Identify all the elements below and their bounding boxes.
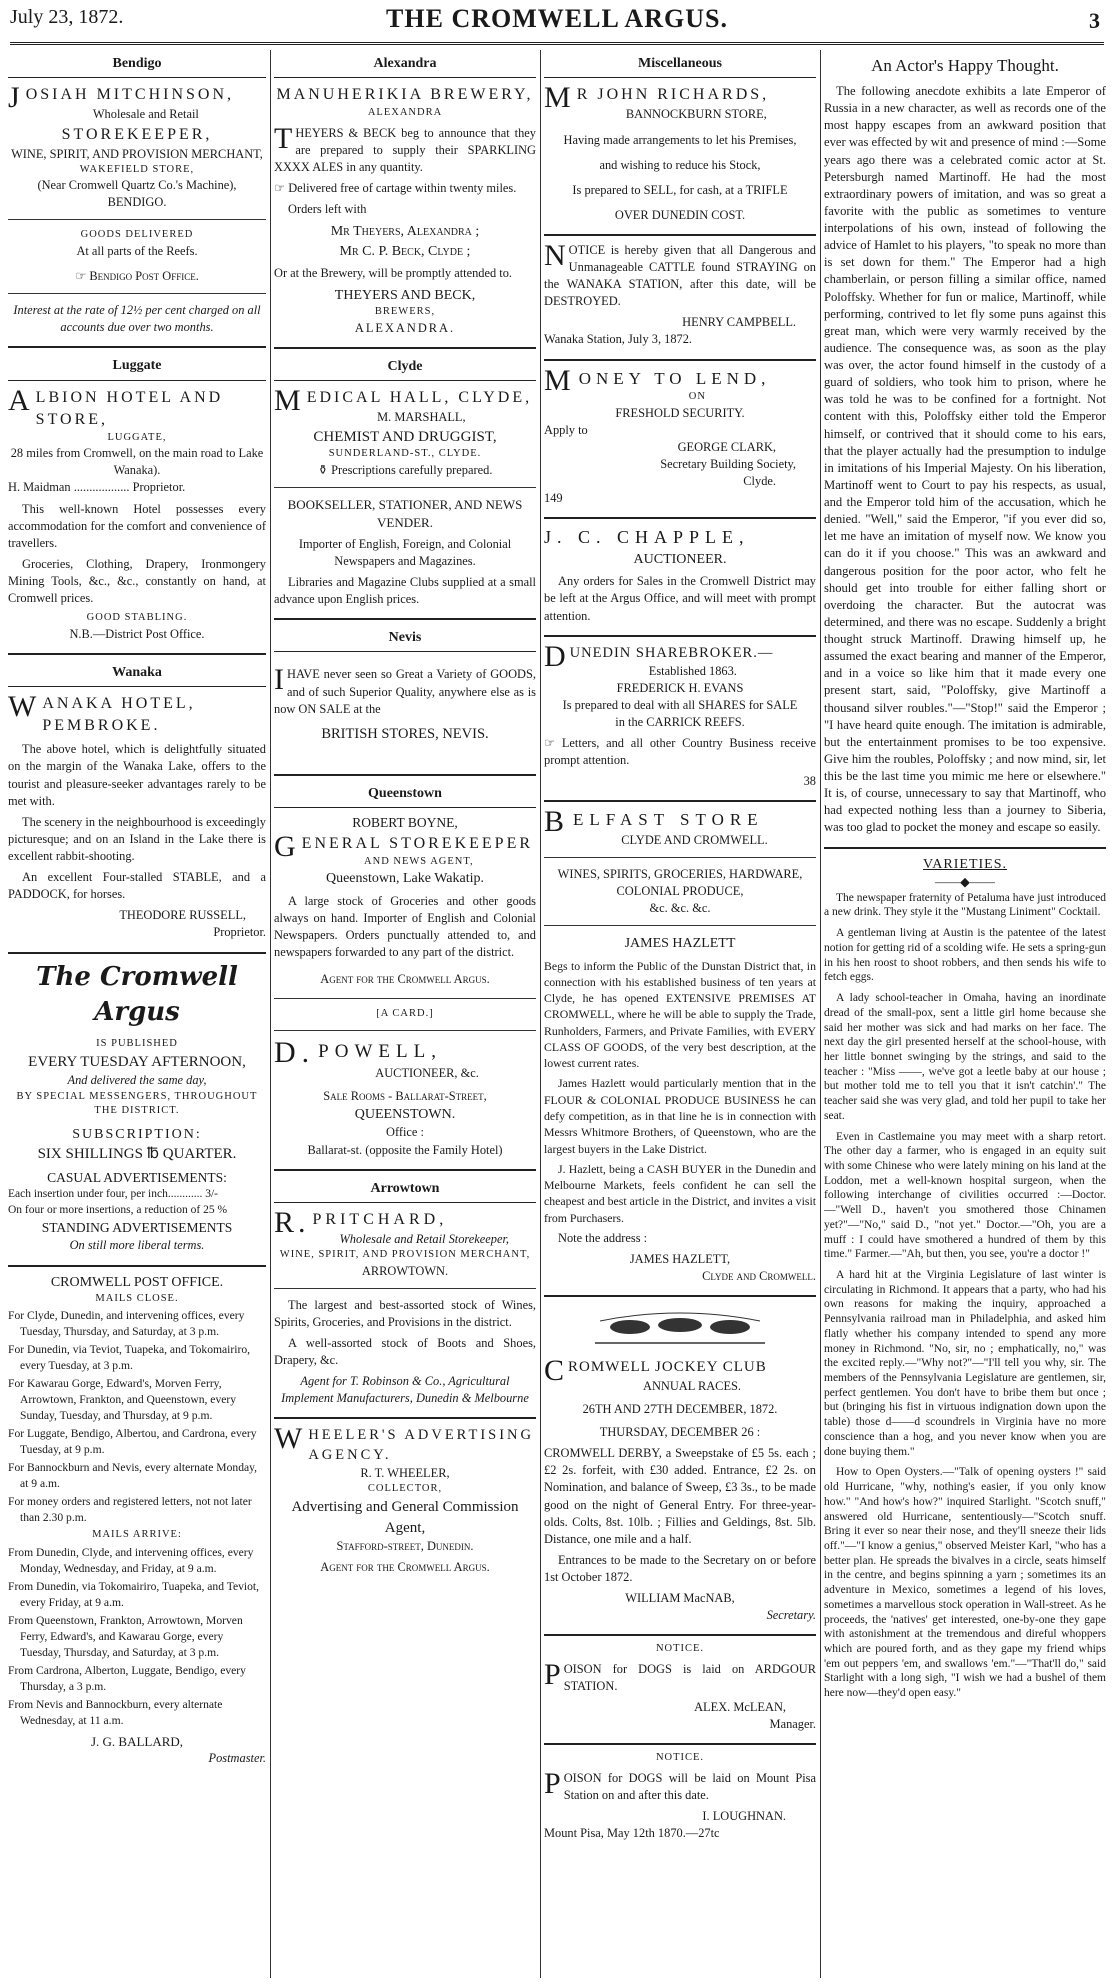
section-heading-arrowtown: Arrowtown	[274, 1177, 536, 1203]
advert-text: A large stock of Groceries and other goods always on hand. Importer of English and Colonial Newspapers. Orders punctually attended to, and newspapers forwarded to any part of the district.	[274, 893, 536, 959]
argus-line: IS PUBLISHED	[96, 1038, 178, 1050]
advert-text: IHAVE never seen so Great a Variety of GOODS, and of such Superior Quality, anywhere else as is now ON SALE at the	[274, 663, 536, 716]
mail-schedule-item: For Dunedin, via Teviot, Tuapeka, and Tokomairiro, every Tuesday, at 3 p.m.	[8, 1343, 251, 1373]
advert-line: AUCTIONEER.	[633, 552, 727, 568]
variety-item: The newspaper fraternity of Petaluma have just introduced a new drink. They style it the "Mustang Liniment" Cocktail.	[824, 891, 1106, 919]
advert-line: Wholesale and Retail Storekeeper,	[339, 1232, 510, 1246]
notice-date: Wanaka Station, July 3, 1872.	[544, 332, 693, 347]
mail-arrival-item: From Nevis and Bannockburn, every alternate Wednesday, at 11 a.m.	[8, 1697, 223, 1727]
advert-line: Mr Theyers, Alexandra ;	[330, 224, 480, 240]
advert-line: GOOD STABLING.	[86, 612, 188, 624]
advert-line: H. Maidman .................. Proprietor.	[8, 480, 186, 495]
mail-arrival-item: From Dunedin, Clyde, and intervening offices, every Monday, Wednesday, and Friday, at 9 a.m.	[8, 1545, 254, 1575]
divider	[274, 487, 536, 488]
section-heading-luggate: Luggate	[8, 354, 266, 380]
mail-arrival-item: From Dunedin, via Tokomairiro, Tuapeka, and Teviot, every Friday, at 9 a.m.	[8, 1579, 260, 1609]
advert-signature: THEODORE RUSSELL,	[119, 908, 246, 923]
ornament-icon: ——◆——	[934, 874, 996, 889]
advert-signature: WILLIAM MacNAB,	[625, 1591, 735, 1606]
pointing-hand-icon: ☞	[75, 268, 87, 283]
section-heading-bendigo: Bendigo	[8, 52, 266, 78]
advert-signature-role: Proprietor.	[213, 925, 266, 940]
advert-signature-role: Secretary.	[766, 1608, 816, 1623]
advert-line: M. MARSHALL,	[377, 410, 466, 425]
advert-text: THEYERS & BECK beg to announce that they are prepared to supply their SPARKLING XXXX ALES in any quantity.	[274, 121, 536, 175]
column-divider	[540, 50, 541, 1978]
advert-text-span: Letters, and all other Country Business receive prompt attention.	[544, 736, 816, 768]
advert-text: Begs to inform the Public of the Dunstan District that, in connection with his established business of ten years at Clyde, he has opened EXTENSIVE PREMISES AT CROMWELL, where he will be able to supply the Trade, Runholders, Farmers, and Private Families, with EVERY CLASS OF GOODS, of the very best description, at the lowest current rates.	[544, 958, 816, 1071]
argus-line: CASUAL ADVERTISEMENTS:	[47, 1169, 227, 1185]
advert-line: CLYDE AND CROMWELL.	[621, 832, 768, 847]
advert-text: The above hotel, which is delightfully situated on the margin of the Wanaka Lake, offers to the tourist and pleasure-seeker advantages rarely to be met with.	[8, 742, 266, 808]
section-heading-wanaka: Wanaka	[8, 661, 266, 687]
advert-line: in the CARRICK REEFS.	[615, 714, 745, 729]
variety-item: A hard hit at the Virginia Legislature of last winter is circulating in Richmond. It appears that a party, who had his own reasons for making the inquiry, approached a Pennsylvania railroad man in Philadelphia, and asked him flatly whether his company intended to spend any more money in Richmond. "No, sir, no ; emphatically, no," was the excited reply.—"Why not?"—"I'll tell you why, sir. The members of the Pennsylvania Legislature are gentlemen, sir, perfect gentlemen. You don't have to bribe them but once ; but (bringing his fist in virtuous indignation down upon the table) those d——d scoundrels in Virginia have no more conscience than a hog, and you never know when you are done buying them."	[824, 1269, 1106, 1458]
advert-line: 26TH AND 27TH DECEMBER, 1872.	[582, 1402, 778, 1416]
newspaper-title: THE CROMWELL ARGUS.	[386, 4, 728, 33]
pointing-hand-icon: ☞	[544, 736, 556, 751]
mail-schedule-item: For Bannockburn and Nevis, every alternate Monday, at 9 a.m.	[8, 1461, 258, 1491]
divider	[274, 998, 536, 999]
advert-line: COLLECTOR,	[367, 1483, 443, 1495]
advert-line: LUGGATE,	[107, 431, 167, 443]
advert-line: WAKEFIELD STORE,	[79, 163, 195, 175]
divider	[274, 1169, 536, 1171]
advert-line: FREDERICK H. EVANS	[616, 680, 744, 695]
divider	[8, 952, 266, 954]
advert-line: Wholesale and Retail	[92, 107, 199, 122]
divider	[544, 857, 816, 858]
advert-line: BANNOCKBURN STORE,	[625, 107, 767, 122]
argus-line: Each insertion under four, per inch............ 3/-	[8, 1188, 218, 1201]
advert-line: Clyde.	[743, 473, 776, 488]
notice-signature: ALEX. McLEAN,	[694, 1700, 786, 1715]
postmaster-role: Postmaster.	[208, 1751, 266, 1766]
advert-signature-role: Clyde and Cromwell.	[702, 1269, 816, 1284]
divider	[274, 1030, 536, 1031]
advert-text: J. Hazlett, being a CASH BUYER in the Dunedin and Melbourne Markets, feels confident he can sell the cheapest and best article in the District, and invites a visit from Purchasers.	[544, 1161, 816, 1225]
advert-text: Agent for T. Robinson & Co., Agricultural Implement Manufacturers, Dunedin & Melbourne	[281, 1374, 529, 1406]
divider	[544, 517, 816, 519]
advert-line: (Near Cromwell Quartz Co.'s Machine),	[37, 178, 237, 193]
advert-line: ALEXANDRA	[367, 107, 443, 119]
advert-line: AND NEWS AGENT,	[364, 855, 474, 867]
advert-name: JOSIAH MITCHINSON,	[8, 81, 235, 115]
divider	[544, 359, 816, 361]
argus-title: The Cromwell Argus	[36, 961, 238, 1028]
advert-text: Note the address :	[558, 1230, 648, 1245]
advert-line: QUEENSTOWN.	[354, 1107, 456, 1123]
divider	[274, 1288, 536, 1289]
divider	[544, 1634, 816, 1636]
advert-name: R.PRITCHARD,	[274, 1205, 448, 1239]
divider	[544, 1295, 816, 1297]
column-divider	[270, 50, 271, 1978]
advert-line: Having made arrangements to let his Premises,	[563, 132, 797, 147]
page-number: 3	[1089, 8, 1100, 33]
divider	[274, 618, 536, 620]
pointing-hand-icon: ☞	[274, 181, 286, 196]
advert-line: SUNDERLAND-ST., CLYDE.	[328, 448, 482, 460]
advert-line	[8, 268, 266, 285]
notice-signature: HENRY CAMPBELL.	[682, 315, 796, 330]
advert-signature: THEYERS AND BECK,	[334, 288, 476, 304]
advert-line: OVER DUNEDIN COST.	[614, 207, 746, 222]
advert-line: BRITISH STORES, NEVIS.	[321, 725, 489, 742]
advert-number: 149	[544, 491, 563, 506]
advert-line: &c. &c. &c.	[649, 901, 711, 916]
divider	[274, 774, 536, 776]
advert-name: ALBION HOTEL AND STORE,	[8, 383, 224, 428]
advert-line: ARROWTOWN.	[361, 1263, 449, 1278]
divider	[8, 346, 266, 348]
advert-number: 38	[803, 774, 816, 789]
divider	[8, 219, 266, 220]
section-heading-miscellaneous: Miscellaneous	[544, 52, 816, 78]
advert-line: and wishing to reduce his Stock,	[599, 157, 761, 172]
advert-line: Advertising and General Commission Agent,	[291, 1498, 519, 1536]
mail-arrival-item: From Cardrona, Alberton, Luggate, Bendigo, every Thursday, a 3 p.m.	[8, 1663, 246, 1693]
advert-name: J. C. CHAPPLE,	[544, 527, 750, 548]
advert-text-span: Prescriptions carefully prepared.	[331, 462, 493, 477]
divider	[544, 800, 816, 802]
advert-line: N.B.—District Post Office.	[69, 626, 205, 641]
divider	[8, 653, 266, 655]
variety-item: A gentleman living at Austin is the patentee of the latest notion for getting rid of a scolding wife. He sets a spring-gun in his hen roost to shoot robbers, and then sends his wife to fetch eggs.	[824, 927, 1106, 984]
advert-text: Bendigo Post Office.	[89, 268, 199, 283]
advert-line: ALEXANDRA.	[354, 320, 456, 335]
advert-line: BOOKSELLER, STATIONER, AND NEWS VENDER.	[287, 496, 523, 530]
varieties-heading: VARIETIES.	[922, 856, 1008, 872]
section-heading-nevis: Nevis	[274, 626, 536, 652]
advert-line: GOODS DELIVERED	[80, 229, 194, 241]
mail-schedule-item: For Kawarau Gorge, Edward's, Morven Ferry, Arrowtown, Frankton, and Queenstown, every Sunday, Tuesday, and Thursday, at 9 p.m.	[8, 1377, 237, 1423]
advert-line: 28 miles from Cromwell, on the main road to Lake Wanaka).	[10, 446, 264, 478]
advert-line: STOREKEEPER,	[61, 125, 213, 143]
notice-heading: NOTICE.	[655, 1752, 705, 1764]
argus-line: And delivered the same day,	[67, 1073, 207, 1088]
advert-text: Groceries, Clothing, Drapery, Ironmongery Mining Tools, &c., &c., constantly on hand, at Cromwell prices.	[8, 556, 266, 606]
advert-line: BREWERS,	[374, 306, 436, 318]
racing-horses-icon	[590, 1303, 770, 1351]
column-4	[824, 50, 1106, 1978]
advert-line: Established 1863.	[648, 663, 737, 678]
section-heading-clyde: Clyde	[274, 355, 536, 381]
argus-line: On four or more insertions, a reduction of 25 %	[8, 1204, 228, 1216]
advert-name: D.POWELL,	[274, 1035, 442, 1069]
advert-line: ROBERT BOYNE,	[352, 815, 458, 831]
notice-text: POISON for DOGS is laid on ARDGOUR STATION.	[544, 1657, 816, 1693]
notice-text: NOTICE is hereby given that all Dangerous and Unmanageable CATTLE found STRAYING on the WANAKA STATION, after this date, will be DESTROYED.	[544, 238, 816, 309]
mails-close-heading: MAILS CLOSE.	[95, 1292, 179, 1304]
postmaster-signature: J. G. BALLARD,	[90, 1733, 184, 1749]
advert-line: CHEMIST AND DRUGGIST,	[313, 428, 497, 445]
mail-schedule-item: For Luggate, Bendigo, Albertou, and Cardrona, every Tuesday, at 9 p.m.	[8, 1427, 257, 1457]
variety-item: Even in Castlemaine you may meet with a sharp retort. The other day a farmer, who is engaged in an equity suit with some Chinese who were lately mining on his land at the Loddon, met a well-known hospital surgeon, when the following interchange of civilities occurred :—Doctor.—"Well D., haven't you smothered those Chinamen yet?"—"No," said D., "not yet." Doctor.—"Oh, you are a muff : I could have smothered a hundred of them by this time." Farmer.—"Ah, but then, you see, you're a doctor !"	[824, 1130, 1106, 1261]
mail-schedule-item: For money orders and registered letters, not not later than 2.30 p.m.	[8, 1495, 252, 1525]
advert-name: WHEELER'S ADVERTISING AGENCY.	[274, 1422, 534, 1464]
advert-line: BENDIGO.	[107, 195, 167, 210]
advert-line: ON	[688, 391, 706, 403]
advert-line: Stafford-street, Dunedin.	[336, 1539, 474, 1554]
column-1	[8, 50, 266, 1978]
advert-name: MR JOHN RICHARDS,	[544, 81, 770, 115]
advert-name: MEDICAL HALL, CLYDE,	[274, 384, 533, 418]
notice-date: Mount Pisa, May 12th 1870.—27tc	[544, 1826, 720, 1841]
advert-name: CROMWELL JOCKEY CLUB	[544, 1354, 767, 1388]
argus-line: STANDING ADVERTISEMENTS	[41, 1219, 233, 1235]
advert-line: [A CARD.]	[376, 1008, 434, 1020]
advert-line: Agent for the Cromwell Argus.	[320, 1560, 490, 1575]
advert-name: GENERAL STOREKEEPER	[274, 829, 534, 863]
divider	[544, 635, 816, 637]
advert-name: MONEY TO LEND,	[544, 363, 771, 397]
argus-line: BY SPECIAL MESSENGERS, THROUGHOUT THE DISTRICT.	[16, 1090, 258, 1117]
divider	[544, 234, 816, 236]
divider	[8, 1265, 266, 1267]
advert-text: The largest and best-assorted stock of Wines, Spirits, Groceries, and Provisions in the district.	[274, 1297, 536, 1329]
variety-item: How to Open Oysters.—"Talk of opening oysters !" said old Hurricane, "why, nothing's easier, if you only know how." "And how's how?" inquired Starlight. "Scotch snuff," answered old Hurricane, sententiously—"Scotch snuff. Bring it ever so near their nose, and they'll sneeze their lids off."—"I know a genius," observed Meister Karl, "who has a better plan. He spreads the bivalves in a circle, seats himself in the centre, and begins spinning a yarn ; sometimes its an adventure in Mexico, sometimes a legend of his loves, sometimes a marvellous stock operation in Wall-street. As he proceeds, the 'natives' get interested, one-by-one they gape with astonishment at the tremendous and direful whoppers which are poured forth, and as they gape my friend whips 'em out peppers 'em, and swallows 'em."—"That'll do," said Starlight with a long sigh, "I wish we had a bushel of them here now—they'd open easy."	[824, 1466, 1106, 1700]
advert-line: AUCTIONEER, &c.	[375, 1065, 479, 1080]
advert-text: Importer of English, Foreign, and Colonial Newspapers and Magazines.	[298, 536, 512, 568]
advert-note: Interest at the rate of 12½ per cent charged on all accounts due over two months.	[13, 303, 261, 335]
advert-line: Apply to	[544, 422, 588, 437]
advert-line: Ballarat-st. (opposite the Family Hotel)	[307, 1142, 503, 1157]
advert-line: JAMES HAZLETT	[624, 936, 736, 952]
advert-line: At all parts of the Reefs.	[76, 243, 198, 258]
notice-heading: NOTICE.	[655, 1643, 705, 1655]
advert-line: ANNUAL RACES.	[643, 1378, 741, 1393]
advert-line: Is prepared to deal with all SHARES for SALE	[562, 697, 798, 712]
section-heading-alexandra: Alexandra	[274, 52, 536, 78]
advert-text: Orders left with	[288, 202, 367, 217]
advert-text: Any orders for Sales in the Cromwell District may be left at the Argus Office, and will meet with prompt attention.	[544, 574, 816, 623]
advert-line: Sale Rooms - Ballarat-Street,	[323, 1088, 487, 1103]
mortar-pestle-icon: ⚱	[317, 462, 328, 477]
mail-schedule-item: For Clyde, Dunedin, and intervening offices, every Tuesday, Thursday, and Saturday, at 3 p.m.	[8, 1309, 245, 1339]
advert-text: The scenery in the neighbourhood is exceedingly picturesque; and on an Island in the Lake there is excellent rabbit-shooting.	[8, 814, 266, 863]
notice-signature-role: Manager.	[769, 1717, 816, 1732]
advert-line: Queenstown, Lake Wakatip.	[325, 871, 484, 887]
variety-item: A lady school-teacher in Omaha, having an inordinate dread of the small-pox, sent a little girl home because she said her mother was sick and had marks on her face. The next day the girl presented herself at the school-house, with her little bonnet swinging by the strings, and said to the teacher : "Miss ——, we've got a leetle baby at our house ; but mother told me to tell you that it isn't catchin'." The teacher said she was very glad, and told her pupil to take her seat.	[824, 992, 1106, 1122]
divider	[544, 925, 816, 926]
divider	[824, 847, 1106, 849]
advert-line: Is prepared to SELL, for cash, at a TRIFLE	[572, 182, 788, 197]
divider	[544, 1743, 816, 1745]
advert-signature: JAMES HAZLETT,	[629, 1251, 731, 1266]
advert-name: WANAKA HOTEL, PEMBROKE.	[8, 690, 196, 735]
advert-line: WINE, SPIRIT, AND PROVISION MERCHANT,	[11, 146, 263, 161]
advert-name: BELFAST STORE	[544, 805, 764, 839]
advert-text: This well-known Hotel possesses every accommodation for the comfort and convenience of travellers.	[8, 501, 266, 550]
advert-line: Office :	[386, 1125, 424, 1140]
section-heading-queenstown: Queenstown	[274, 782, 536, 808]
argus-line: SIX SHILLINGS ℔ QUARTER.	[37, 1145, 237, 1162]
argus-line: SUBSCRIPTION:	[72, 1126, 202, 1142]
column-3	[544, 50, 816, 1978]
notice-text: POISON for DOGS will be laid on Mount Pisa Station on and after this date.	[544, 1766, 816, 1802]
advert-name: MANUHERIKIA BREWERY,	[276, 86, 534, 104]
notice-signature: I. LOUGHNAN.	[702, 1808, 786, 1823]
advert-line	[274, 462, 536, 479]
column-divider	[820, 50, 821, 1978]
divider	[274, 1417, 536, 1419]
masthead	[10, 0, 1104, 45]
advert-name: DUNEDIN SHAREBROKER.—	[544, 639, 774, 673]
argus-line: EVERY TUESDAY AFTERNOON,	[28, 1053, 246, 1070]
advert-line: Secretary Building Society,	[660, 456, 796, 471]
advert-line: GEORGE CLARK,	[677, 439, 776, 454]
advert-line: THURSDAY, DECEMBER 26 :	[599, 1425, 761, 1440]
advert-line: WINE, SPIRIT, AND PROVISION MERCHANT,	[279, 1249, 531, 1261]
advert-line: R. T. WHEELER,	[360, 1466, 450, 1481]
advert-line: WINES, SPIRITS, GROCERIES, HARDWARE, COLONIAL PRODUCE,	[557, 866, 803, 899]
article-title: An Actor's Happy Thought.	[871, 56, 1059, 75]
advert-text-span: Delivered free of cartage within twenty miles.	[288, 181, 517, 196]
argus-line: On still more liberal terms.	[69, 1238, 205, 1253]
advert-text: An excellent Four-stalled STABLE, and a PADDOCK, for horses.	[8, 870, 266, 902]
advert-line: FRESHOLD SECURITY.	[615, 405, 745, 420]
advert-text: Entrances to be made to the Secretary on or before 1st October 1872.	[544, 1552, 816, 1584]
advert-text: Or at the Brewery, will be promptly attended to.	[274, 266, 512, 281]
advert-text: A well-assorted stock of Boots and Shoes, Drapery, &c.	[274, 1335, 536, 1368]
advert-line: Mr C. P. Beck, Clyde ;	[339, 243, 471, 259]
divider	[8, 293, 266, 294]
column-2	[274, 50, 536, 1978]
advert-text: CROMWELL DERBY, a Sweepstake of £5 5s. each ; £2 2s. forfeit, with £30 added. Entrance, £2 2s. on Nomination, and balance of Sweep, £3 3s., to be made good on the night of General Entry. For three-year-olds. Colts, 8st. 10lb. ; Fillies and Geldings, 8st. 5lb. Distance, one mile and a half.	[544, 1446, 816, 1546]
mail-arrival-item: From Queenstown, Frankton, Arrowtown, Morven Ferry, Edward's, and Kawarau Gorge, every Tuesday, Thursday, and Saturday, at 3 p.m.	[8, 1613, 243, 1659]
post-office-heading: CROMWELL POST OFFICE.	[50, 1274, 224, 1290]
advert-line: Agent for the Cromwell Argus.	[320, 972, 490, 987]
article-body: The following anecdote exhibits a late Emperor of Russia in a new character, as well as records one of the most happy escapes from an awkward position that ever was effected by wit and presence of mind :—Some years ago there was a celebrated comic actor at St. Petersburgh named Martinoff. He had the most extraordinary powers of imitation, and was so great a favorite with the public as sometimes to venture interpolations of his own, instead of following the advice of Hamlet to his players, "to speak no more than is set down for them." The Emperor had a high chamberlain, or person filling a similar office, named Poloffsky. Whether for fun or malice, Martinoff, while performing, contrived to let fly some puns against this great man, which were very warmly received by the audience. The consequence was, as soon as the play was over, the actor found himself in the custody of a guard of soldiers, who took him to prison, where he was told he was to be confined for a fortnight. Not content with this, Poloffsky either told the Emperor himself, or contrived that it should come to his ears, that the player actually had the presumption to indulge in imitations of his Imperial Majesty. On his liberation, Martinoff went to Court to pay his respects, as usual, and the Emperor told him of the accusation, which he denied. "Well," said the Emperor, "if you ever did so, let me have an imitation of myself now. We know you can do it if you choose." This was an awkward and dangerous position for the poor actor, who felt he should get into trouble for either falling short or overdoing the character. But the autocrat was determined, and there was no escape. Suddenly a bright thought struck Martinoff. Drawing himself up, he assumed the exact bearing and manner of the Emperor, and in a voice so like him that it made every one present start, said, "Poloffsky, give Martinoff a thousand silver roubles."—"Stop!" said the Emperor ; "I have heard quite enough. The imitation is admirable, but the entertainment promises to be too expensive. Give him the roubles, Poloffsky ; and now mind, sir, let this be the last time you mimic me here or elsewhere." It is, of course, unnecessary to say that Martinoff, who had expected nothing less than a journey to Siberia, was too glad to pocket the money and escape so easily.	[824, 84, 1106, 835]
mails-arrive-heading: MAILS ARRIVE:	[92, 1529, 182, 1541]
advert-text	[274, 180, 536, 197]
issue-date: July 23, 1872.	[10, 6, 124, 28]
divider	[274, 347, 536, 349]
advert-text: James Hazlett would particularly mention that in the FLOUR & COLONIAL PRODUCE BUSINESS he can defy competition, as in that line he is in connection with Messrs Whitmore Brothers, of Queenstown, who are the largest buyers in the Lake District.	[544, 1076, 816, 1156]
advert-text	[544, 735, 816, 769]
advert-text: Libraries and Magazine Clubs supplied at a small advance upon English prices.	[274, 574, 536, 607]
